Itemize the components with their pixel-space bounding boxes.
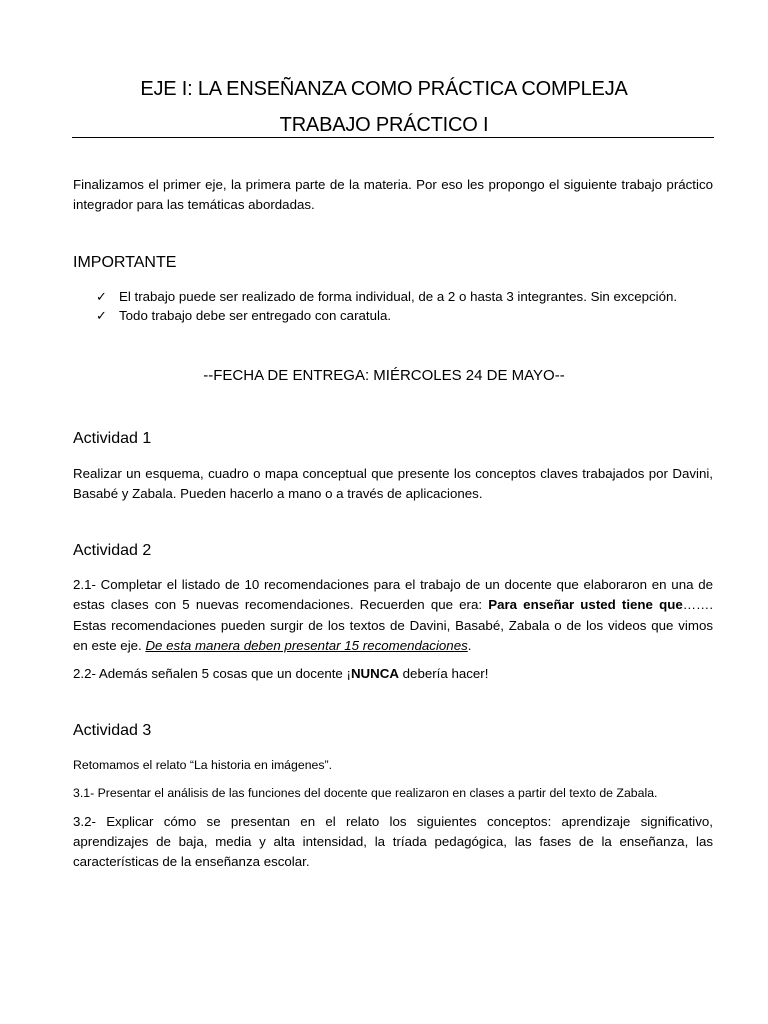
checkmark-icon: ✓ [96,308,107,323]
actividad-2-2-text-b: debería hacer! [398,666,489,681]
actividad-2-1-paragraph [73,575,713,656]
actividad-2-1-bold: Para enseñar usted tiene que [488,597,683,613]
actividad-1-heading: Actividad 1 [73,430,152,447]
title-divider [72,137,714,138]
actividad-2-1-end: . [467,637,472,653]
actividad-1-text: Realizar un esquema, cuadro o mapa conceptual que presente los conceptos claves trabajados por Davini, Basabé y Zabala. Pueden hacerlo a mano o a través de aplicaciones. [73,466,713,501]
actividad-2-2-text-a: 2.2- Además señalen 5 cosas que un docente ¡ [73,666,351,681]
actividad-2-heading: Actividad 2 [73,542,152,559]
fecha-entrega: --FECHA DE ENTREGA: MIÉRCOLES 24 DE MAYO-- [203,367,565,384]
actividad-2-2-paragraph [73,664,713,684]
actividad-2-2-bold: NUNCA [350,666,399,681]
actividad-2-1-text-b: ……. Estas recomendaciones pueden surgir de los textos de Davini, Basabé, Zabala o de los videos que vimos en este eje. [73,597,714,653]
actividad-3-heading: Actividad 3 [73,722,152,739]
document-subtitle: TRABAJO PRÁCTICO I [279,114,489,136]
actividad-2-1-emphasis: De esta manera deben presentar 15 recomendaciones [145,637,468,653]
actividad-2-1-text-a: 2.1- Completar el listado de 10 recomendaciones para el trabajo de un docente que elaboraron en una de estas clases con 5 nuevas recomendaciones. Recuerden que era: [73,577,713,613]
importante-item-text: Todo trabajo debe ser entregado con caratula. [119,308,392,323]
actividad-3-intro: Retomamos el relato “La historia en imágenes”. [73,758,333,772]
importante-heading: IMPORTANTE [73,254,177,271]
actividad-3-2-text: 3.2- Explicar cómo se presentan en el relato los siguientes conceptos: aprendizaje significativo, aprendizajes de baja, media y alta intensidad, la tríada pedagógica, las fases de la enseñanza, las características de la enseñanza escolar. [73,814,713,869]
actividad-3-1-text: 3.1- Presentar el análisis de las funciones del docente que realizaron en clases a partir del texto de Zabala. [73,786,658,800]
importante-item-text: El trabajo puede ser realizado de forma individual, de a 2 o hasta 3 integrantes. Sin excepción. [119,289,678,304]
checkmark-icon: ✓ [96,289,107,304]
document-title: EJE I: LA ENSEÑANZA COMO PRÁCTICA COMPLEJA [140,78,628,100]
intro-paragraph: Finalizamos el primer eje, la primera parte de la materia. Por eso les propongo el siguiente trabajo práctico integrador para las temáticas abordadas. [73,177,713,212]
